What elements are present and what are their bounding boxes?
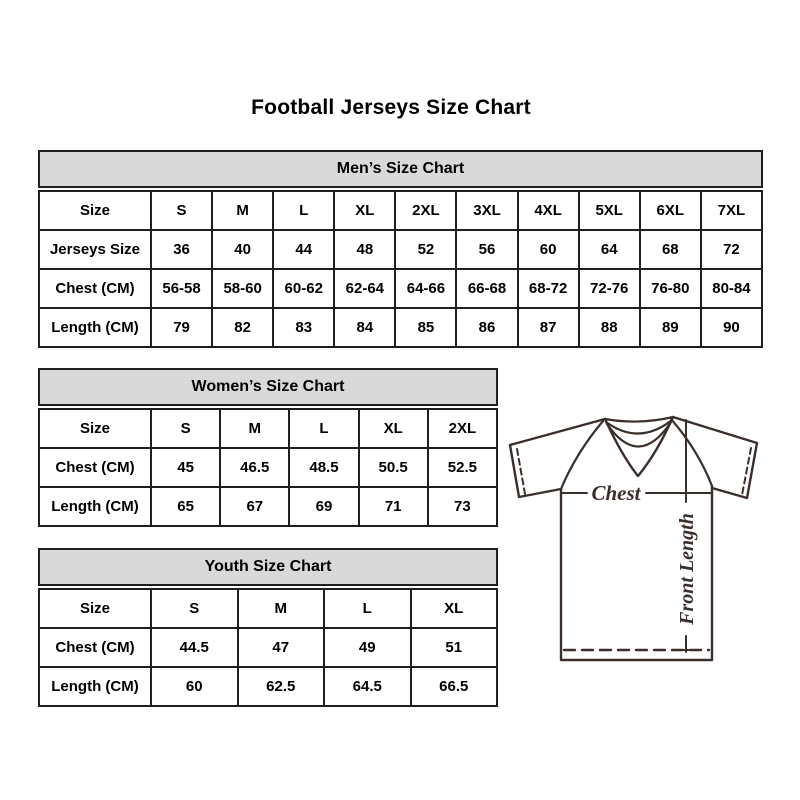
jersey-left-shoulder-line <box>510 419 605 445</box>
value-cell: S <box>151 589 238 628</box>
value-cell: 4XL <box>518 191 579 230</box>
row-label-cell: Chest (CM) <box>39 269 151 308</box>
value-cell: 84 <box>334 308 395 347</box>
value-cell: 36 <box>151 230 212 269</box>
jersey-measurement-diagram <box>500 398 765 673</box>
table-row <box>39 409 497 448</box>
value-cell: M <box>220 409 289 448</box>
value-cell: 48.5 <box>289 448 358 487</box>
value-cell: 73 <box>428 487 497 526</box>
value-cell: XL <box>411 589 498 628</box>
value-cell: 64.5 <box>324 667 411 706</box>
value-cell: 76-80 <box>640 269 701 308</box>
row-label-cell: Jerseys Size <box>39 230 151 269</box>
mens-size-chart-section <box>38 150 763 348</box>
value-cell: 68 <box>640 230 701 269</box>
value-cell: 69 <box>289 487 358 526</box>
row-label-cell: Length (CM) <box>39 487 151 526</box>
table-row <box>39 628 497 667</box>
value-cell: S <box>151 191 212 230</box>
value-cell: 72-76 <box>579 269 640 308</box>
table-row <box>39 308 762 347</box>
youth-size-chart-header-label: Youth Size Chart <box>204 558 332 575</box>
value-cell: 71 <box>359 487 428 526</box>
jersey-collar-top-line <box>605 417 673 422</box>
value-cell: 90 <box>701 308 762 347</box>
row-label-cell: Size <box>39 191 151 230</box>
table-row <box>39 667 497 706</box>
value-cell: 48 <box>334 230 395 269</box>
youth-size-chart-header <box>38 548 498 586</box>
value-cell: 47 <box>238 628 325 667</box>
mens-size-chart-header-label: Men’s Size Chart <box>336 160 465 177</box>
value-cell: S <box>151 409 220 448</box>
chest-label: Chest <box>591 481 641 505</box>
value-cell: M <box>238 589 325 628</box>
value-cell: 51 <box>411 628 498 667</box>
row-label-cell: Length (CM) <box>39 667 151 706</box>
value-cell: 44.5 <box>151 628 238 667</box>
womens-size-chart-header <box>38 368 498 406</box>
jersey-diagram-svg <box>500 398 765 673</box>
value-cell: 67 <box>220 487 289 526</box>
value-cell: 60 <box>518 230 579 269</box>
value-cell: 52 <box>395 230 456 269</box>
value-cell: 2XL <box>395 191 456 230</box>
womens-size-table <box>38 408 498 527</box>
value-cell: M <box>212 191 273 230</box>
value-cell: 50.5 <box>359 448 428 487</box>
mens-size-chart-header <box>38 150 763 188</box>
value-cell: 64 <box>579 230 640 269</box>
value-cell: 68-72 <box>518 269 579 308</box>
value-cell: 79 <box>151 308 212 347</box>
value-cell: 60-62 <box>273 269 334 308</box>
value-cell: 2XL <box>428 409 497 448</box>
row-label-cell: Size <box>39 589 151 628</box>
jersey-right-armhole-seam <box>671 419 712 486</box>
row-label-cell: Chest (CM) <box>39 628 151 667</box>
youth-size-chart-section <box>38 548 498 707</box>
row-label-cell: Chest (CM) <box>39 448 151 487</box>
table-row <box>39 589 497 628</box>
table-row <box>39 269 762 308</box>
value-cell: 64-66 <box>395 269 456 308</box>
womens-size-chart-section <box>38 368 498 527</box>
front-length-label: Front Length <box>676 513 698 625</box>
value-cell: 56-58 <box>151 269 212 308</box>
value-cell: 88 <box>579 308 640 347</box>
value-cell: 56 <box>456 230 517 269</box>
row-label-cell: Size <box>39 409 151 448</box>
table-row <box>39 487 497 526</box>
value-cell: 45 <box>151 448 220 487</box>
value-cell: 5XL <box>579 191 640 230</box>
value-cell: 85 <box>395 308 456 347</box>
value-cell: 3XL <box>456 191 517 230</box>
value-cell: 83 <box>273 308 334 347</box>
value-cell: 52.5 <box>428 448 497 487</box>
table-row <box>39 448 497 487</box>
value-cell: 80-84 <box>701 269 762 308</box>
value-cell: 62-64 <box>334 269 395 308</box>
mens-size-table <box>38 190 763 348</box>
table-row <box>39 230 762 269</box>
value-cell: 49 <box>324 628 411 667</box>
value-cell: 72 <box>701 230 762 269</box>
value-cell: 87 <box>518 308 579 347</box>
value-cell: 58-60 <box>212 269 273 308</box>
value-cell: 89 <box>640 308 701 347</box>
value-cell: 6XL <box>640 191 701 230</box>
value-cell: L <box>289 409 358 448</box>
page-title: Football Jerseys Size Chart <box>251 96 531 119</box>
value-cell: 7XL <box>701 191 762 230</box>
value-cell: 66-68 <box>456 269 517 308</box>
value-cell: 40 <box>212 230 273 269</box>
value-cell: 66.5 <box>411 667 498 706</box>
row-label-cell: Length (CM) <box>39 308 151 347</box>
value-cell: 65 <box>151 487 220 526</box>
value-cell: L <box>273 191 334 230</box>
jersey-left-armhole-seam <box>561 421 603 489</box>
value-cell: XL <box>334 191 395 230</box>
value-cell: 82 <box>212 308 273 347</box>
value-cell: 46.5 <box>220 448 289 487</box>
womens-size-chart-header-label: Women’s Size Chart <box>191 378 345 395</box>
youth-size-table <box>38 588 498 707</box>
value-cell: 62.5 <box>238 667 325 706</box>
value-cell: 44 <box>273 230 334 269</box>
value-cell: XL <box>359 409 428 448</box>
value-cell: L <box>324 589 411 628</box>
value-cell: 86 <box>456 308 517 347</box>
table-row <box>39 191 762 230</box>
value-cell: 60 <box>151 667 238 706</box>
